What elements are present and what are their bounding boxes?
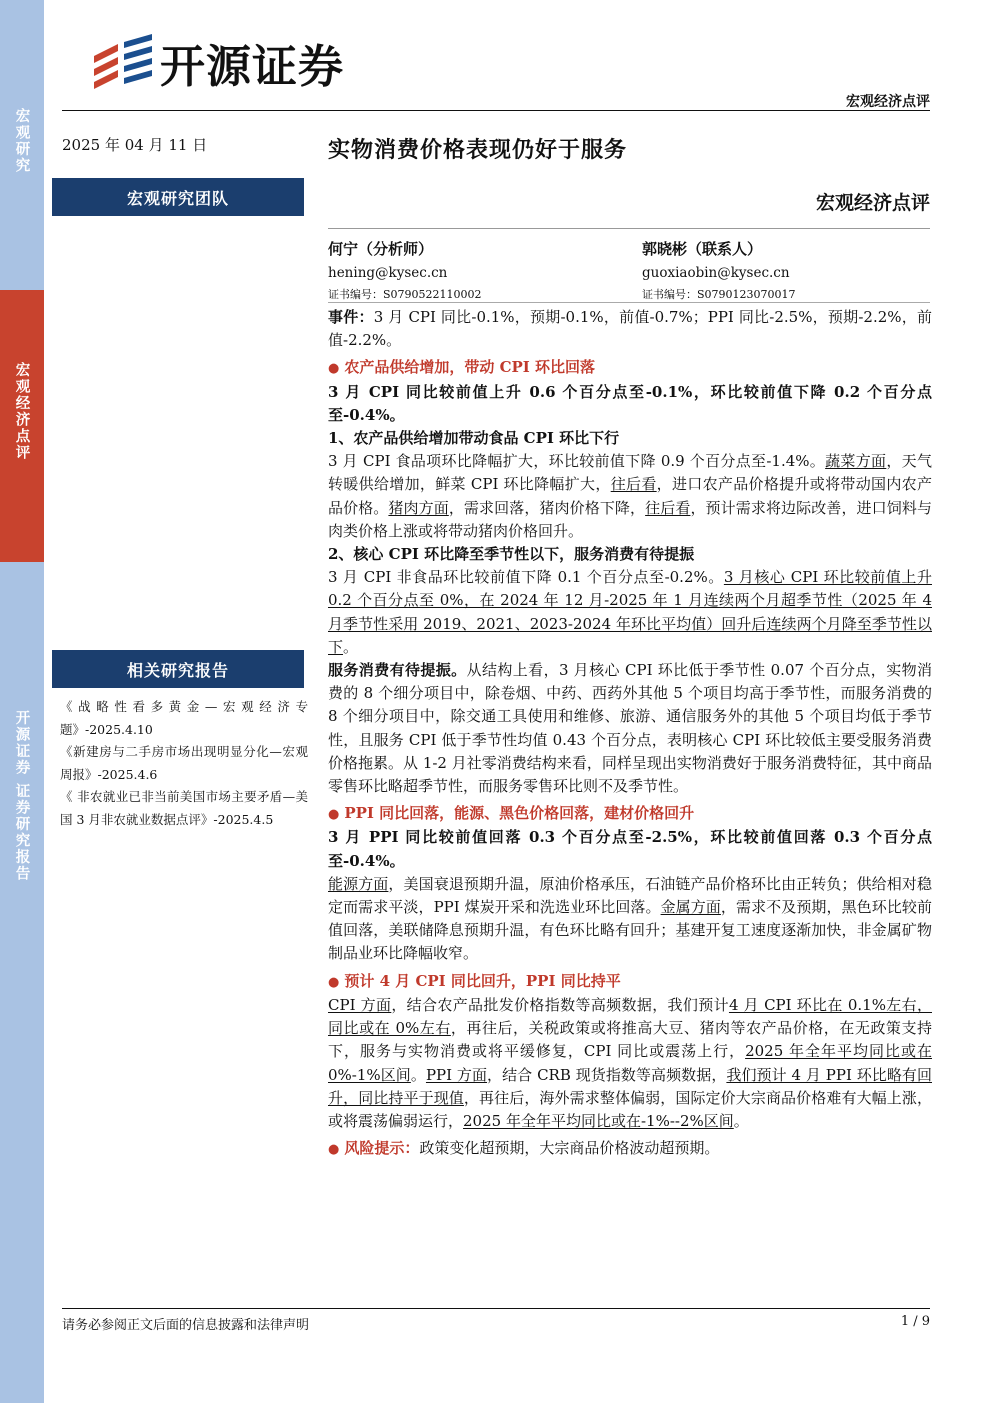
brand-name: 开源证券 xyxy=(160,40,345,93)
author-email[interactable]: hening@kysec.cn xyxy=(328,265,448,281)
ppi-lead: 3 月 PPI 同比较前值回落 0.3 个百分点至-2.5%，环比较前值回落 0.3 个百分点至-0.4%。 xyxy=(328,828,932,870)
cpi-core-paragraph: 3 月 CPI 非食品环比较前值下降 0.1 个百分点至-0.2%。3 月核心 CPI 环比较前值上升 0.2 个百分点至 0%，在 2024 年 12 月-2025 年 1 月连续两个月超季节性（2025 年 4 月季节性采用 2019、2021、2023-2024 年环比平均值）回升后连续两个月降至季节性以下。 xyxy=(328,568,932,656)
report-title: 实物消费价格表现仍好于服务 xyxy=(328,137,628,163)
author-email[interactable]: guoxiaobin@kysec.cn xyxy=(642,265,790,281)
bullet-icon: ● xyxy=(328,361,340,377)
service-consumption-paragraph: 服务消费有待提振。从结构上看，3 月核心 CPI 环比低于季节性 0.07 个百分点，实物消费的 8 个细分项目中，除卷烟、中药、西药外其他 5 个项目均高于季节性，而服务消费的 8 个细分项目中，除交通工具使用和维修、旅游、通信服务外的其他 5 个项目均低于季节性，且服务 CPI 低于季节性均值 0.43 个百分点，表明核心 CPI 环比较低主要受服务消费价格拖累。从 1-2 月社零消费结构来看，同样呈现出实物消费好于服务消费特征，其中商品零售环比略超季节性，而服务零售环比则不及季节性。 xyxy=(328,661,932,796)
authors-divider xyxy=(328,302,930,303)
author-card xyxy=(642,238,796,302)
section-heading-ppi: ● PPI 同比回落，能源、黑色价格回落，建材价格回升 xyxy=(328,804,695,823)
brand-logo xyxy=(92,30,344,95)
report-body xyxy=(328,306,932,1161)
bullet-icon: ● xyxy=(328,974,340,990)
header-divider xyxy=(62,110,930,111)
footer-disclaimer: 请务必参阅正文后面的信息披露和法律声明 xyxy=(62,1318,310,1333)
report-date: 2025 年 04 月 11 日 xyxy=(62,136,208,154)
report-subtitle: 宏观经济点评 xyxy=(815,192,930,214)
related-reports-list xyxy=(60,696,308,831)
cpi-food-paragraph: 3 月 CPI 食品项环比降幅扩大，环比较前值下降 0.9 个百分点至-1.4%。蔬菜方面，天气转暖供给增加，鲜菜 CPI 环比降幅扩大，往后看，进口农产品价格提升或将带动国内农产品价格。猪肉方面，需求回落，猪肉价格下降，往后看，预计需求将边际改善，进口饲料与肉类价格上涨或将带动猪肉价格回升。 xyxy=(328,452,932,540)
side-label-macro-comment: 宏观经济点评 xyxy=(0,290,44,562)
author-card xyxy=(328,238,482,302)
side-label-securities-report: 开源证券 证券研究报告 xyxy=(0,562,44,1403)
author-cert: 证书编号：S0790123070017 xyxy=(642,288,796,301)
team-label: 宏观研究团队 xyxy=(52,178,304,216)
related-report-item[interactable]: 《战略性看多黄金—宏观经济专题》-2025.4.10 xyxy=(60,699,308,737)
forecast-paragraph: CPI 方面，结合农产品批发价格指数等高频数据，我们预计4 月 CPI 环比在 0.1%左右，同比或在 0%左右，再往后，关税政策或将推高大豆、猪肉等农产品价格，在无政策支持下，服务与实物消费或将平缓修复，CPI 同比或震荡上行，2025 年全年平均同比或在 0%-1%区间。PPI 方面，结合 CRB 现货指数等高频数据，我们预计 4 月 PPI 环比略有回升，同比持平于现值，再往后，海外需求整体偏弱，国际定价大宗商品价格难有大幅上涨，或将震荡偏弱运行，2025 年全年平均同比或在-1%--2%区间。 xyxy=(328,995,932,1130)
author-cert: 证书编号：S0790522110002 xyxy=(328,288,482,301)
cpi-subheading-food: 1、农产品供给增加带动食品 CPI 环比下行 xyxy=(328,429,620,448)
bullet-icon: ● xyxy=(328,1142,340,1158)
related-reports-label: 相关研究报告 xyxy=(52,650,304,688)
section-heading-forecast: ● 预计 4 月 CPI 同比回升，PPI 同比持平 xyxy=(328,971,621,990)
risk-warning: ● 风险提示：政策变化超预期，大宗商品价格波动超预期。 xyxy=(328,1139,720,1158)
footer-divider xyxy=(62,1308,930,1309)
related-report-item[interactable]: 《新建房与二手房市场出现明显分化—宏观周报》-2025.4.6 xyxy=(60,744,308,782)
author-name: 郭晓彬（联系人） xyxy=(642,240,763,258)
title-divider xyxy=(328,228,930,229)
page-number: 1 / 9 xyxy=(900,1314,930,1329)
event-paragraph: 事件：3 月 CPI 同比-0.1%，预期-0.1%，前值-0.7%；PPI 同比-2.5%，预期-2.2%，前值-2.2%。 xyxy=(328,308,932,350)
stripe-logo-icon xyxy=(92,34,154,92)
side-label-macro-research: 宏观研究 xyxy=(0,0,44,290)
bullet-icon: ● xyxy=(328,807,340,823)
related-report-item[interactable]: 《 非农就业已非当前美国市场主要矛盾—美国 3 月非农就业数据点评》-2025.4.5 xyxy=(60,789,308,827)
cpi-lead: 3 月 CPI 同比较前值上升 0.6 个百分点至-0.1%，环比较前值下降 0.2 个百分点至-0.4%。 xyxy=(328,382,932,424)
ppi-paragraph: 能源方面，美国衰退预期升温，原油价格承压，石油链产品价格环比由正转负；供给相对稳定而需求平淡，PPI 煤炭开采和洗选业环比回落。金属方面，需求不及预期，黑色环比较前值回落，美联储降息预期升温，有色环比略有回升；基建开复工速度逐渐加快，非金属矿物制品业环比降幅收窄。 xyxy=(328,874,932,963)
author-name: 何宁（分析师） xyxy=(328,240,434,258)
cpi-subheading-core: 2、核心 CPI 环比降至季节性以下，服务消费有待提振 xyxy=(328,545,695,564)
header-tag: 宏观经济点评 xyxy=(846,94,930,110)
section-heading-cpi: ● 农产品供给增加，带动 CPI 环比回落 xyxy=(328,358,596,377)
